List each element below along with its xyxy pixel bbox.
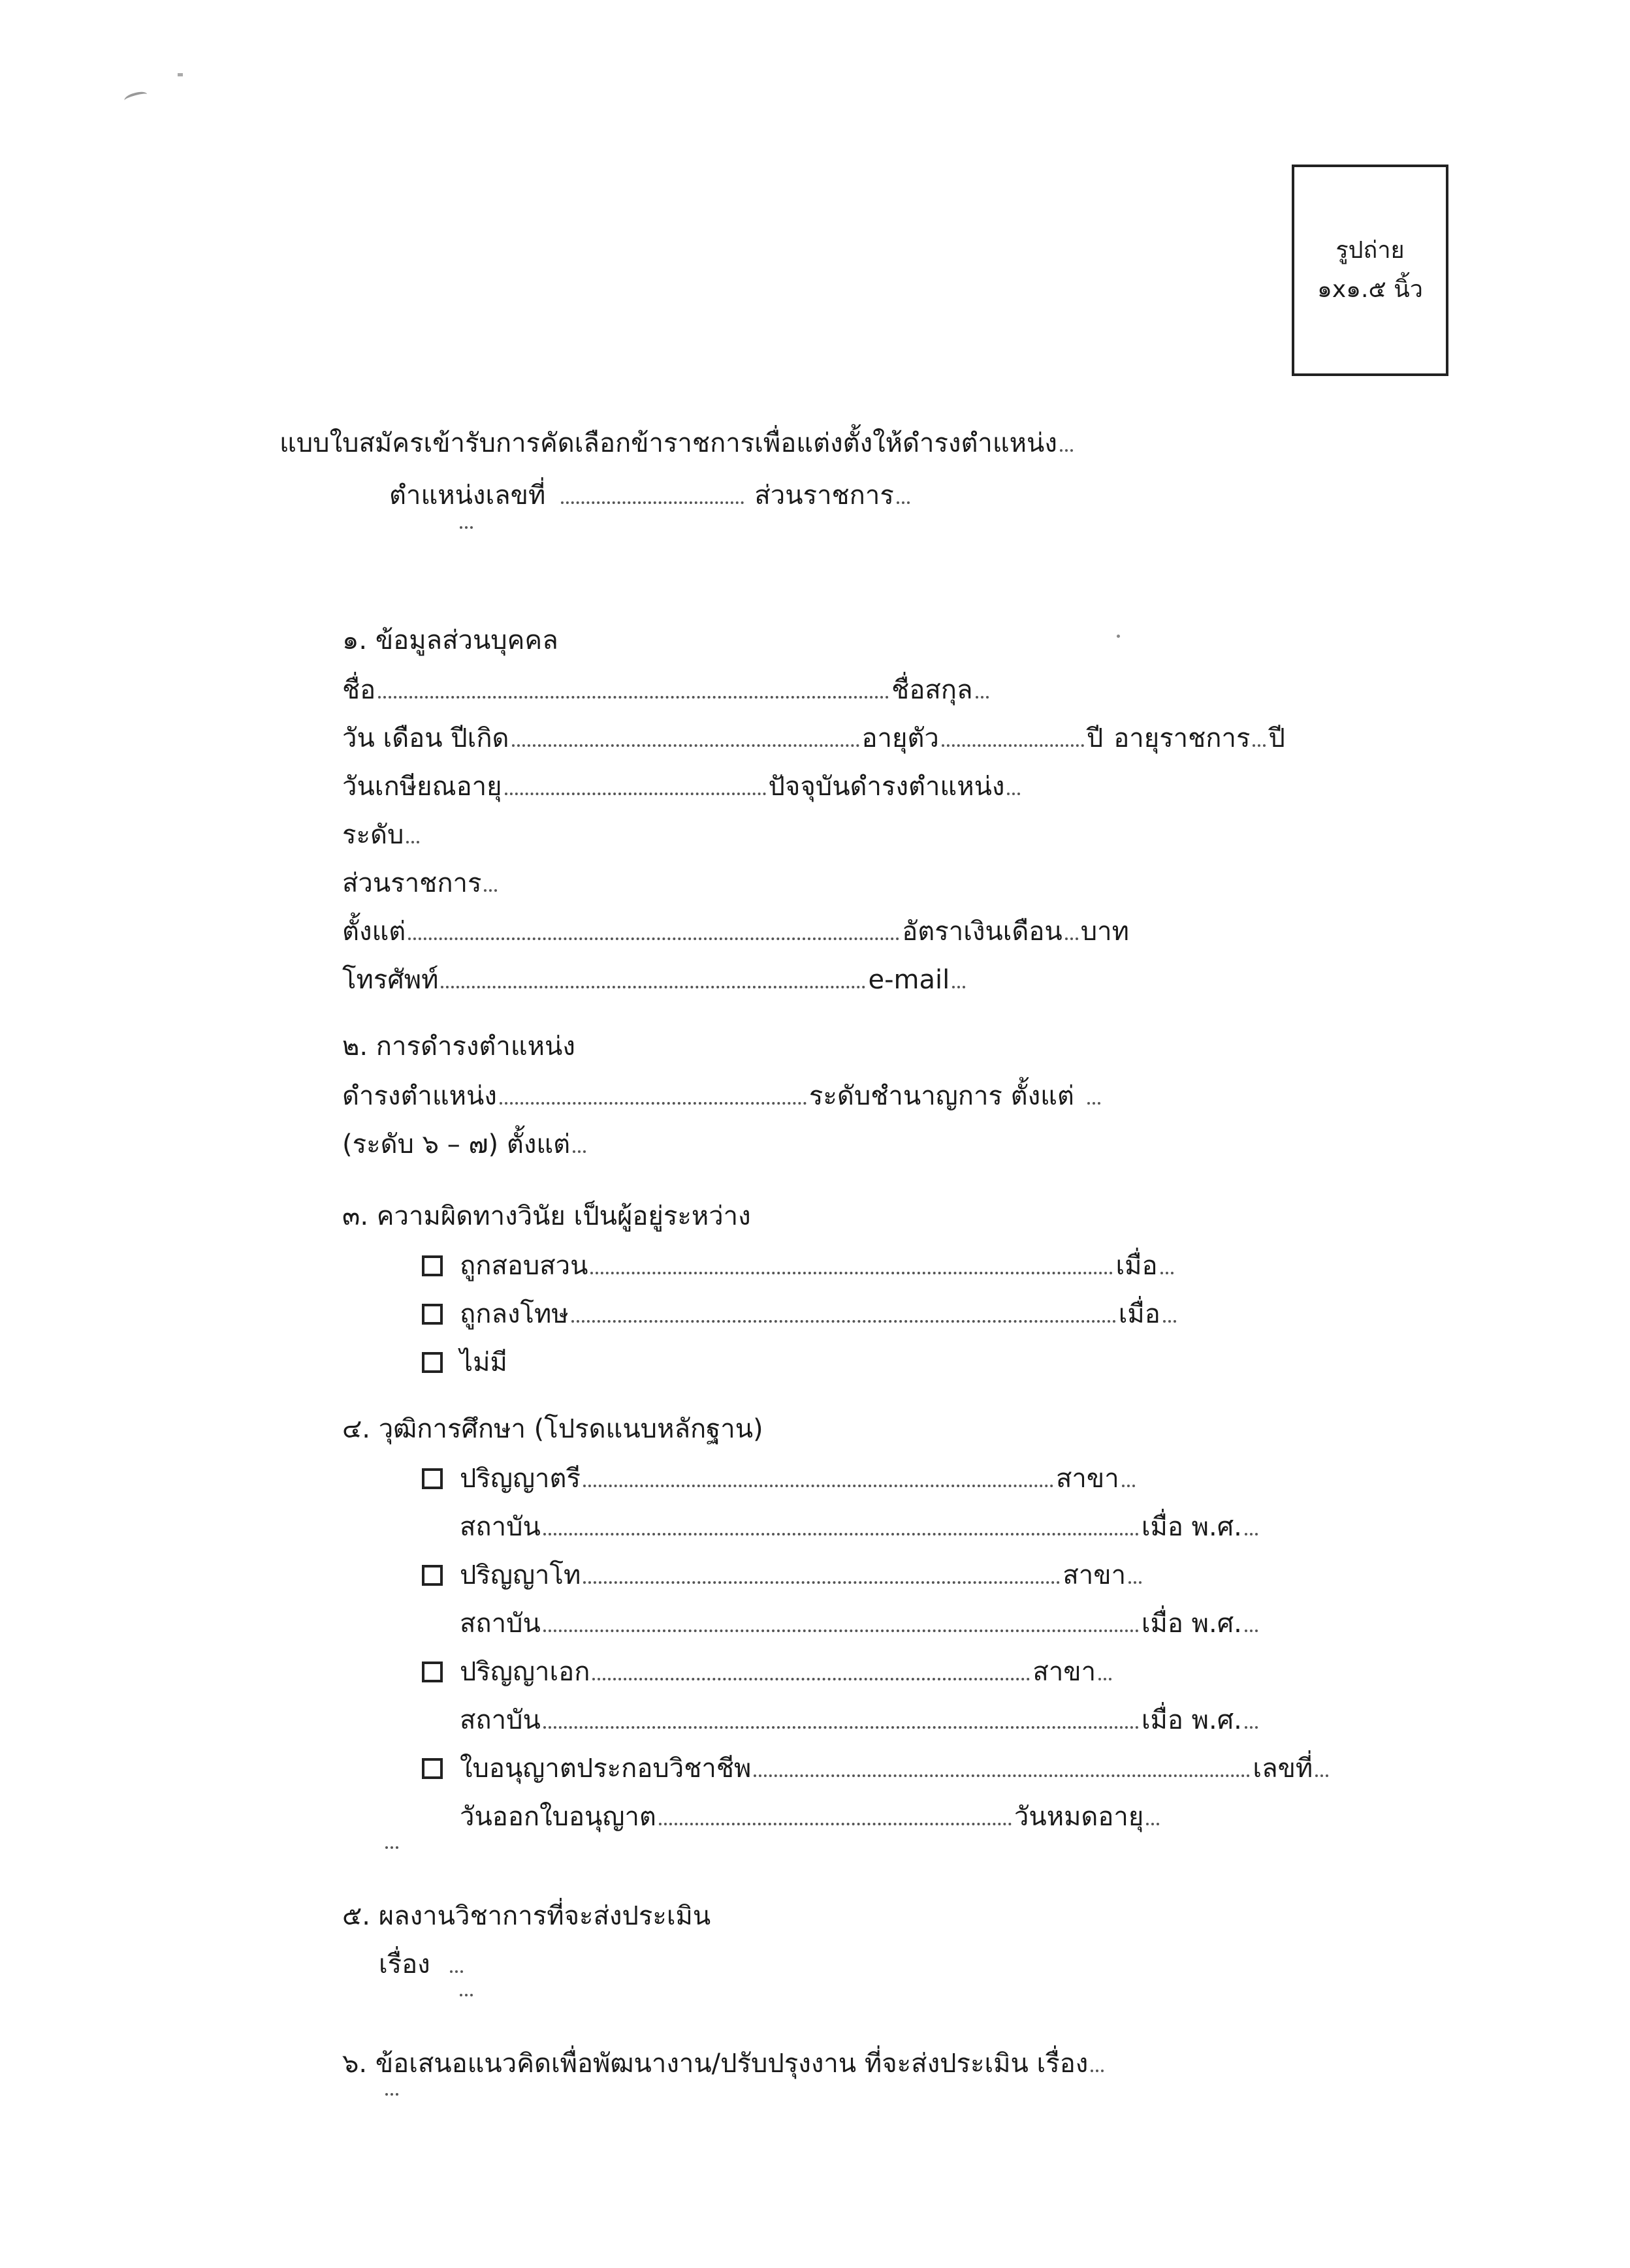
photo-size: ๑x๑.๕ นิ้ว: [1317, 276, 1423, 303]
license-no-field[interactable]: [1315, 1774, 1328, 1777]
level-line: [342, 813, 942, 857]
master-field[interactable]: [583, 1581, 1060, 1584]
position-label: ดำรงตำแหน่ง: [342, 1081, 497, 1111]
proposal-continuation-line: [383, 2093, 1460, 2136]
surname-label: ชื่อสกุล: [891, 675, 973, 705]
since-label: ตั้งแต่: [342, 917, 406, 947]
license-label: ใบอนุญาตประกอบวิชาชีพ: [460, 1754, 752, 1784]
investigated-checkbox[interactable]: [422, 1255, 443, 1276]
photo-placeholder: [1292, 165, 1448, 376]
position-line: [342, 1075, 1472, 1118]
agency-label-2: ส่วนราชการ: [342, 868, 482, 898]
birthdate-line: [342, 717, 1478, 760]
name-label: ชื่อ: [342, 675, 376, 705]
bachelor-line: [422, 1457, 1481, 1500]
form-title: แบบใบสมัครเข้ารับการคัดเลือกข้าราชการเพื่อแต่งตั้งให้ดำรงตำแหน่ง: [280, 428, 1057, 458]
doctorate-institute-line: [460, 1699, 1481, 1742]
year-unit: ปี: [1268, 723, 1285, 753]
retirement-label: วันเกษียณอายุ: [342, 772, 502, 802]
doctorate-institute-field[interactable]: [543, 1726, 1139, 1729]
proposal-field-2[interactable]: [385, 2093, 398, 2096]
punished-date-field[interactable]: [1163, 1320, 1176, 1323]
subject-label: เรื่อง: [379, 1949, 430, 1979]
master-line: [422, 1554, 1481, 1597]
level-field[interactable]: [406, 841, 419, 843]
major-label: สาขา: [1032, 1657, 1096, 1687]
bachelor-institute-field[interactable]: [543, 1533, 1139, 1536]
bachelor-checkbox[interactable]: [422, 1468, 443, 1489]
since-salary-line: [342, 910, 1478, 953]
bachelor-field[interactable]: [583, 1485, 1053, 1487]
position-field[interactable]: [500, 1102, 807, 1105]
doctorate-checkbox[interactable]: [422, 1662, 443, 1682]
retirement-field[interactable]: [505, 793, 766, 795]
since-field[interactable]: [408, 937, 899, 940]
year-be-label: เมื่อ พ.ศ.: [1141, 1705, 1242, 1735]
institute-label: สถาบัน: [460, 1609, 541, 1639]
master-label: ปริญญาโท: [460, 1560, 581, 1590]
punished-label: ถูกลงโทษ: [460, 1299, 569, 1329]
doctorate-major-field[interactable]: [1098, 1678, 1111, 1680]
none-checkbox[interactable]: [422, 1352, 443, 1373]
bachelor-major-field[interactable]: [1122, 1485, 1135, 1487]
proposal-field[interactable]: [1091, 2070, 1104, 2072]
subject-continuation-line: [457, 1994, 1472, 2037]
scan-speck: [123, 90, 148, 105]
phone-email-line: [342, 958, 1478, 1001]
issue-date-label: วันออกใบอนุญาต: [460, 1802, 656, 1832]
investigated-label: ถูกสอบสวน: [460, 1251, 588, 1281]
name-line: [342, 669, 1478, 712]
investigated-field[interactable]: [590, 1272, 1113, 1274]
current-position-label: ปัจจุบันดำรงตำแหน่ง: [768, 772, 1005, 802]
age-field[interactable]: [942, 744, 1084, 747]
investigated-line: [422, 1244, 1481, 1287]
investigated-date-field[interactable]: [1160, 1272, 1174, 1274]
master-major-field[interactable]: [1128, 1581, 1142, 1584]
none-line: [422, 1341, 507, 1384]
bachelor-year-field[interactable]: [1245, 1533, 1258, 1536]
section6-heading: ๖. ข้อเสนอแนวคิดเพื่อพัฒนางาน/ปรับปรุงงาน ที่จะส่งประเมิน เรื่อง: [342, 2049, 1089, 2079]
license-checkbox[interactable]: [422, 1758, 443, 1779]
subject-field[interactable]: [450, 1970, 463, 1973]
salary-label: อัตราเงินเดือน: [902, 917, 1063, 947]
service-age-field[interactable]: [1253, 744, 1266, 747]
agency-line: [342, 862, 1478, 905]
expiry-field[interactable]: [1146, 1823, 1159, 1825]
master-year-field[interactable]: [1245, 1630, 1258, 1632]
education-extra-field[interactable]: [385, 1846, 398, 1849]
doctorate-year-field[interactable]: [1245, 1726, 1258, 1729]
bachelor-label: ปริญญาตรี: [460, 1464, 581, 1494]
none-label: ไม่มี: [460, 1347, 507, 1378]
salary-field[interactable]: [1065, 937, 1078, 940]
section1-heading: ๑. ข้อมูลส่วนบุคคล: [342, 625, 558, 655]
level-range-label: (ระดับ ๖ – ๗) ตั้งแต่: [342, 1129, 571, 1159]
photo-label: รูปถ่าย: [1335, 237, 1405, 264]
punished-checkbox[interactable]: [422, 1304, 443, 1325]
license-field[interactable]: [754, 1774, 1250, 1777]
when-label: เมื่อ: [1118, 1299, 1160, 1329]
license-no-label: เลขที่: [1253, 1754, 1313, 1784]
section3-heading: ๓. ความผิดทางวินัย เป็นผู้อยู่ระหว่าง: [342, 1201, 751, 1231]
subject-line: [379, 1943, 1472, 1986]
expert-level-label: ระดับชำนาญการ ตั้งแต่: [808, 1081, 1074, 1111]
current-position-field[interactable]: [1007, 793, 1020, 795]
license-line: [422, 1747, 1481, 1790]
subject-field-2[interactable]: [460, 1994, 473, 1996]
phone-field[interactable]: [441, 986, 865, 988]
bachelor-institute-line: [460, 1505, 1481, 1549]
surname-field[interactable]: [976, 696, 989, 699]
scan-speck: [178, 73, 183, 76]
agency-label: ส่วนราชการ: [754, 480, 894, 511]
retirement-line: [342, 765, 1478, 808]
expiry-label: วันหมดอายุ: [1014, 1802, 1144, 1832]
section2-heading: ๒. การดำรงตำแหน่ง: [342, 1032, 575, 1062]
punished-line: [422, 1293, 1481, 1336]
agency-field-3[interactable]: [484, 889, 497, 892]
doctorate-label: ปริญญาเอก: [460, 1657, 590, 1687]
year-be-label: เมื่อ พ.ศ.: [1141, 1512, 1242, 1542]
major-label: สาขา: [1063, 1560, 1127, 1590]
master-checkbox[interactable]: [422, 1565, 443, 1586]
major-label: สาขา: [1055, 1464, 1119, 1494]
birthdate-label: วัน เดือน ปีเกิด: [342, 723, 509, 753]
position-number-line: [389, 474, 1343, 517]
level-range-field[interactable]: [573, 1150, 586, 1153]
doctorate-line: [422, 1650, 1481, 1693]
email-label: e-mail: [868, 965, 950, 995]
master-institute-line: [460, 1602, 1481, 1645]
age-label: อายุตัว: [861, 723, 939, 753]
position-number-field[interactable]: [561, 501, 744, 504]
phone-label: โทรศัพท์: [342, 965, 439, 995]
proposal-line: [342, 2042, 1472, 2085]
year-unit: ปี: [1086, 723, 1104, 753]
license-dates-line: [460, 1795, 1481, 1838]
level-range-line: [342, 1123, 1463, 1166]
agency-field-2[interactable]: [460, 526, 473, 529]
issue-date-field[interactable]: [659, 1823, 1012, 1825]
level-label: ระดับ: [342, 820, 404, 850]
education-extra-line: [383, 1846, 1472, 1889]
scan-speck: [1117, 635, 1120, 638]
birthdate-field[interactable]: [512, 744, 859, 747]
name-field[interactable]: [378, 696, 889, 699]
institute-label: สถาบัน: [460, 1512, 541, 1542]
position-title-field[interactable]: [1060, 449, 1073, 452]
expert-level-field[interactable]: [1087, 1102, 1100, 1105]
doctorate-field[interactable]: [592, 1678, 1030, 1680]
master-institute-field[interactable]: [543, 1630, 1139, 1632]
form-title-line: [280, 422, 1455, 465]
email-field[interactable]: [952, 986, 965, 988]
agency-field[interactable]: [897, 501, 910, 504]
year-be-label: เมื่อ พ.ศ.: [1141, 1609, 1242, 1639]
service-age-label: อายุราชการ: [1113, 723, 1251, 753]
section5-heading: ๕. ผลงานวิชาการที่จะส่งประเมิน: [342, 1901, 711, 1931]
agency-continuation-line: [457, 526, 1281, 569]
baht-unit: บาท: [1080, 917, 1129, 947]
institute-label: สถาบัน: [460, 1705, 541, 1735]
section4-heading: ๔. วุฒิการศึกษา (โปรดแนบหลักฐาน): [342, 1414, 763, 1444]
position-number-label: ตำแหน่งเลขที่: [389, 480, 546, 511]
punished-field[interactable]: [571, 1320, 1116, 1323]
when-label: เมื่อ: [1115, 1251, 1158, 1281]
